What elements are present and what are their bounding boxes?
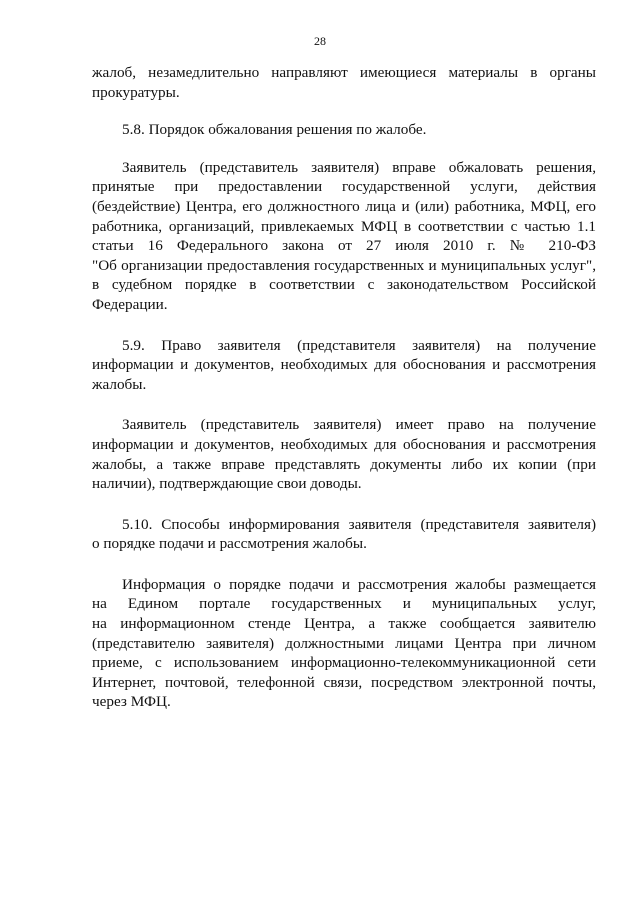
section-heading-5-9	[92, 336, 596, 395]
text-line: о порядке подачи и рассмотрения жалобы.	[92, 535, 367, 553]
text-line: "Об организации предоставления государственных и муниципальных услуг",	[92, 256, 596, 274]
text-line: в судебном порядке в соответствии с законодательством Российской	[92, 276, 596, 294]
text-line: (представителю заявителя) должностными лицами Центра при личном	[92, 634, 596, 652]
text-line: Интернет, почтовой, телефонной связи, посредством электронной почты,	[92, 673, 596, 691]
text-line: статьи 16 Федерального закона от 27 июля 2010 г. № 210-ФЗ	[92, 237, 596, 255]
text-line: Заявитель (представитель заявителя) вправе обжаловать решения,	[122, 158, 596, 176]
text-line: через МФЦ.	[92, 693, 171, 711]
text-line: Информация о порядке подачи и рассмотрения жалобы размещается	[122, 575, 596, 593]
text-line: жалобы.	[92, 375, 147, 393]
section-heading-5-10	[92, 515, 596, 554]
paragraph-information-placement	[92, 575, 596, 712]
paragraph-continuation	[92, 63, 596, 102]
text-line: 5.10. Способы информирования заявителя (представителя заявителя)	[122, 515, 596, 533]
text-line: жалобы, а также вправе представлять документы либо их копии (при	[92, 455, 596, 473]
paragraph-information-right	[92, 415, 596, 493]
text-line: наличии), подтверждающие свои доводы.	[92, 475, 362, 493]
section-heading-5-8	[92, 120, 596, 140]
text-line: принятые при предоставлении государственной услуги, действия	[92, 178, 596, 196]
text-line: на Едином портале государственных и муниципальных услуг,	[92, 595, 596, 613]
text-line: (бездействие) Центра, его должностного лица и (или) работника, МФЦ, его	[92, 197, 596, 215]
document-body	[92, 63, 596, 712]
text-line: Заявитель (представитель заявителя) имеет право на получение	[122, 416, 596, 434]
text-line: работника, организаций, привлекаемых МФЦ в соответствии с частью 1.1	[92, 217, 596, 235]
text-line: на информационном стенде Центра, а также сообщается заявителю	[92, 615, 596, 633]
text-line: Федерации.	[92, 295, 168, 313]
paragraph-appeal-right	[92, 158, 596, 315]
text-line: приеме, с использованием информационно-телекоммуникационной сети	[92, 654, 596, 672]
text-line: жалоб, незамедлительно направляют имеющиеся материалы в органы	[92, 64, 596, 81]
text-line: прокуратуры.	[92, 83, 180, 101]
text-line: информации и документов, необходимых для обоснования и рассмотрения	[92, 435, 596, 453]
text-line: 5.8. Порядок обжалования решения по жалобе.	[122, 121, 427, 139]
text-line: информации и документов, необходимых для обоснования и рассмотрения	[92, 356, 596, 374]
text-line: 5.9. Право заявителя (представителя заявителя) на получение	[122, 336, 596, 354]
page-number: 28	[314, 34, 326, 48]
